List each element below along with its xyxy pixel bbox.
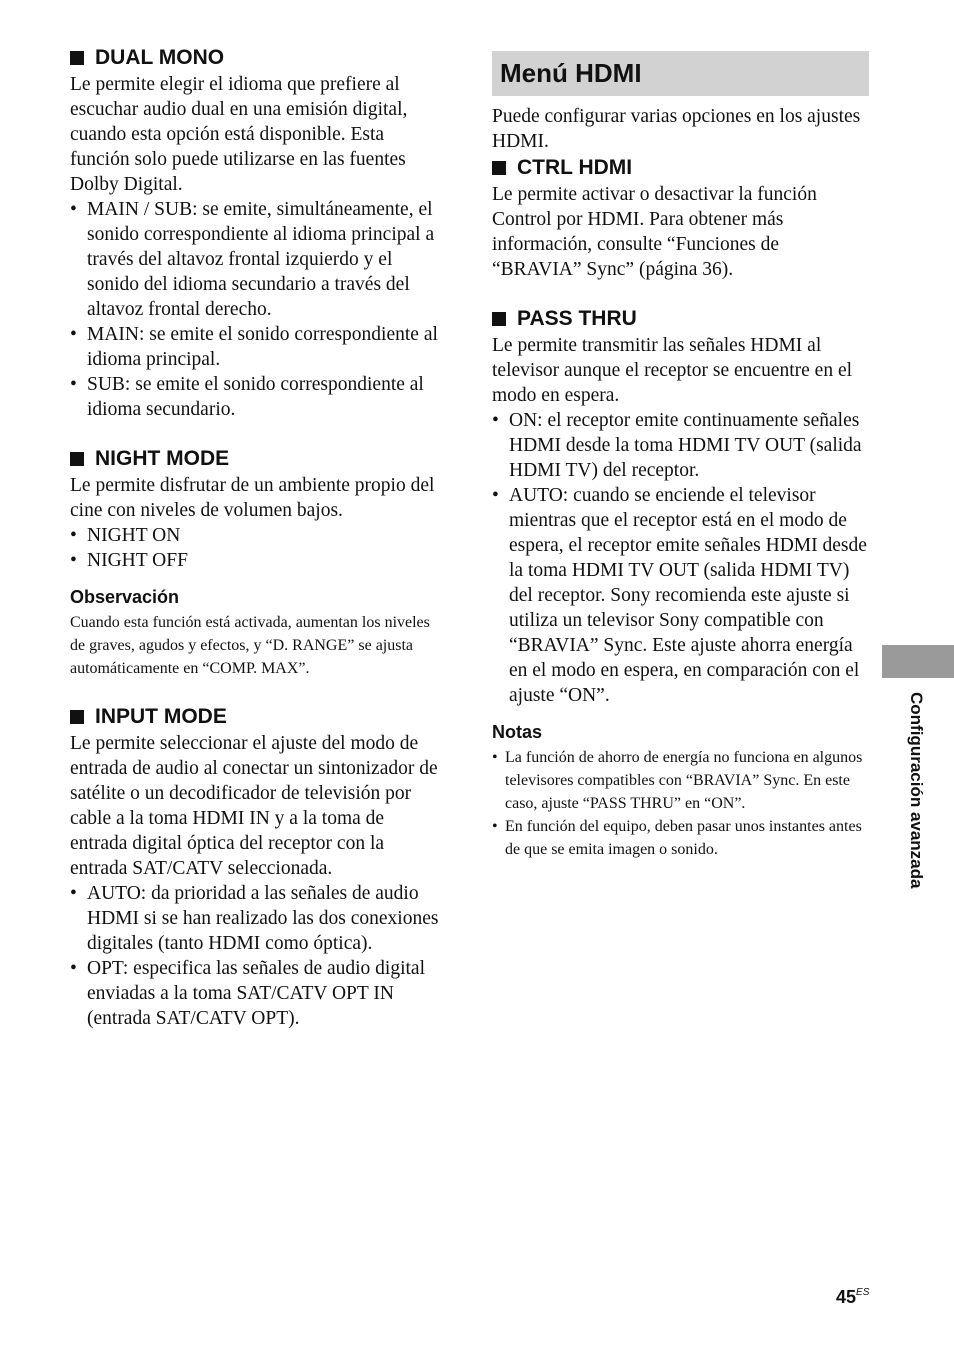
section-side-label-text: Configuración avanzada (907, 692, 926, 889)
pass-thru-section (492, 305, 868, 861)
ctrl-hdmi-description: Le permite activar o desactivar la función Control por HDMI. Para obtener más información, consulte “Funciones de “BRAVIA” Sync” (página 36). (492, 184, 817, 280)
pass-thru-heading (492, 305, 868, 333)
dual-mono-option-sub: • SUB: se emite el sonido correspondiente al idioma secundario. (70, 372, 446, 422)
square-bullet-icon (492, 161, 506, 175)
night-mode-description: Le permite disfrutar de un ambiente propio del cine con niveles de volumen bajos. (70, 475, 435, 521)
night-mode-options (70, 523, 446, 573)
input-mode-option-auto: • AUTO: da prioridad a las señales de audio HDMI si se han realizado las dos conexiones digitales (tanto HDMI como óptica). (70, 881, 446, 956)
pass-thru-note-2: • En función del equipo, deben pasar unos instantes antes de que se emita imagen o sonido. (492, 815, 868, 861)
pass-thru-options (492, 408, 868, 708)
night-mode-title: NIGHT MODE (95, 447, 230, 470)
square-bullet-icon (70, 51, 84, 65)
dual-mono-option-main: • MAIN: se emite el sonido correspondiente al idioma principal. (70, 322, 446, 372)
right-column (492, 104, 868, 861)
pass-thru-note-1: • La función de ahorro de energía no funciona en algunos televisores compatibles con “BRAVIA” Sync. En este caso, ajuste “PASS THRU” en “ON”. (492, 746, 868, 815)
pass-thru-option-auto: • AUTO: cuando se enciende el televisor mientras que el receptor está en el modo de espera, el receptor emite señales HDMI desde la toma HDMI TV OUT (salida HDMI TV) del receptor. Sony recomienda este ajuste si utiliza un televisor Sony compatible con “BRAVIA” Sync. Este ajuste ahorra energía en el modo en espera, en comparación con el ajuste “ON”. (492, 483, 868, 708)
square-bullet-icon (70, 452, 84, 466)
left-column (70, 44, 446, 1031)
menu-hdmi-intro: Puede configurar varias opciones en los ajustes HDMI. (492, 106, 861, 152)
dual-mono-title: DUAL MONO (95, 46, 225, 69)
page-number-suffix: ES (856, 1287, 870, 1298)
input-mode-options (70, 881, 446, 1031)
night-mode-heading (70, 445, 446, 473)
dual-mono-description: Le permite elegir el idioma que prefiere al escuchar audio dual en una emisión digital, cuando esta opción está disponible. Esta función solo puede utilizarse en las fuentes Dolby Digital. (70, 74, 408, 195)
ctrl-hdmi-section (492, 154, 868, 282)
pass-thru-option-on: • ON: el receptor emite continuamente señales HDMI desde la toma HDMI TV OUT (salida HDMI TV) del receptor. (492, 408, 868, 483)
input-mode-option-opt: • OPT: especifica las señales de audio digital enviadas a la toma SAT/CATV OPT IN (entrada SAT/CATV OPT). (70, 956, 446, 1031)
dual-mono-option-main-sub: • MAIN / SUB: se emite, simultáneamente, el sonido correspondiente al idioma principal a través del altavoz frontal izquierdo y el sonido del idioma secundario a través del altavoz frontal derecho. (70, 197, 446, 322)
menu-hdmi-banner (492, 51, 869, 96)
input-mode-description: Le permite seleccionar el ajuste del modo de entrada de audio al conectar un sintonizador de satélite o un decodificador de televisión por cable a la toma HDMI IN y a la toma de entrada digital óptica del receptor con la entrada SAT/CATV seleccionada. (70, 733, 438, 879)
section-side-tab (882, 645, 954, 678)
night-mode-note-text: Cuando esta función está activada, aumentan los niveles de graves, agudos y efectos, y “D. RANGE” se ajusta automáticamente en “COMP. MAX”. (70, 614, 430, 677)
dual-mono-section (70, 44, 446, 422)
night-mode-section (70, 445, 446, 680)
section-side-label (903, 692, 933, 932)
dual-mono-heading (70, 44, 446, 72)
page-number-value: 45 (836, 1287, 857, 1307)
page-number (836, 1282, 869, 1308)
input-mode-section (70, 703, 446, 1031)
pass-thru-notes (492, 746, 868, 861)
input-mode-title: INPUT MODE (95, 705, 227, 728)
pass-thru-description: Le permite transmitir las señales HDMI al televisor aunque el receptor se encuentre en el modo en espera. (492, 335, 853, 406)
ctrl-hdmi-heading (492, 154, 868, 182)
night-mode-option-off: • NIGHT OFF (70, 548, 446, 573)
input-mode-heading (70, 703, 446, 731)
pass-thru-notes-title: Notas (492, 722, 543, 742)
menu-hdmi-title: Menú HDMI (500, 58, 642, 88)
pass-thru-title: PASS THRU (517, 307, 637, 330)
ctrl-hdmi-title: CTRL HDMI (517, 156, 633, 179)
night-mode-note-title: Observación (70, 587, 180, 607)
square-bullet-icon (70, 710, 84, 724)
dual-mono-options (70, 197, 446, 422)
night-mode-option-on: • NIGHT ON (70, 523, 446, 548)
square-bullet-icon (492, 312, 506, 326)
